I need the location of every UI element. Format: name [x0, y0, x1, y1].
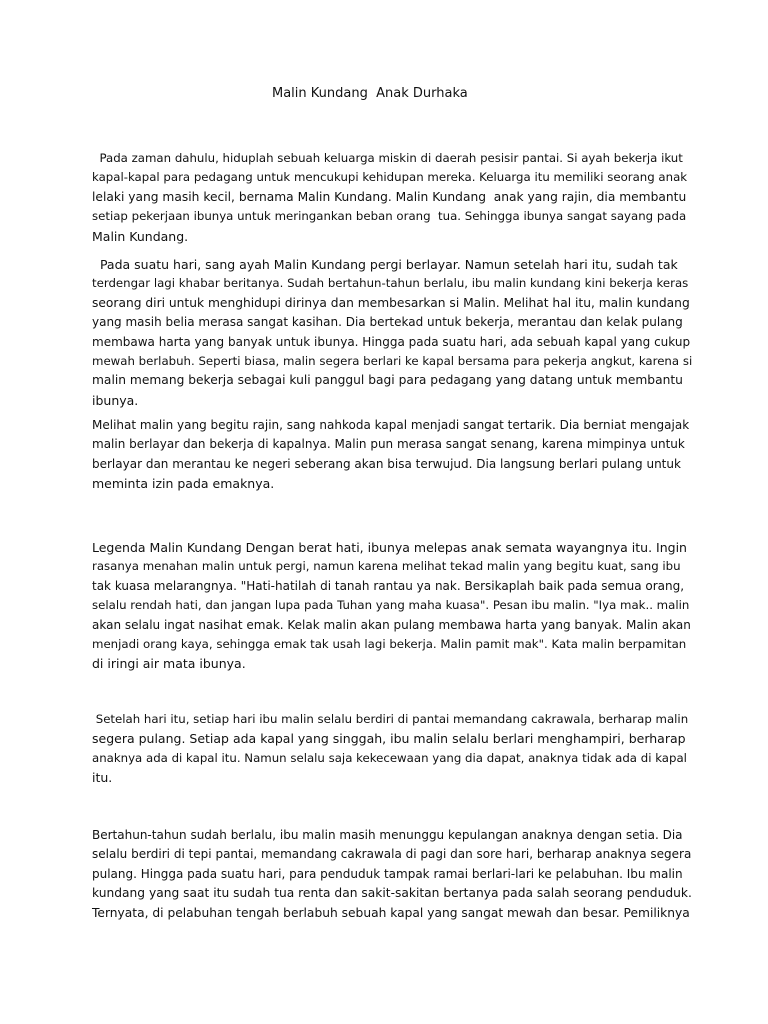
text-line: Melihat malin yang begitu rajin, sang nahkoda kapal menjadi sangat tertarik. Dia berniat mengajak: [92, 418, 690, 432]
text-line: akan selalu ingat nasihat emak. Kelak malin akan pulang membawa harta yang banyak. Malin akan: [92, 617, 691, 632]
text-line: di iringi air mata ibunya.: [92, 656, 246, 672]
text-line: segera pulang. Setiap ada kapal yang singgah, ibu malin selalu berlari menghampiri, berharap: [92, 731, 686, 747]
text-line: pulang. Hingga pada suatu hari, para penduduk tampak ramai berlari-lari ke pelabuhan. Ibu malin: [92, 866, 683, 881]
text-line: menjadi orang kaya, sehingga emak tak usah lagi bekerja. Malin pamit mak". Kata malin berpamitan: [92, 636, 687, 651]
text-line: terdengar lagi khabar beritanya. Sudah bertahun-tahun berlalu, ibu malin kundang kini bekerja keras: [92, 276, 689, 291]
text-line: yang masih belia merasa sangat kasihan. Dia bertekad untuk bekerja, merantau dan kelak pulang: [92, 315, 683, 330]
text-line: Legenda Malin Kundang Dengan berat hati, ibunya melepas anak semata wayangnya itu. Ingin: [92, 540, 687, 555]
text-line: berlayar dan merantau ke negeri seberang akan bisa terwujud. Dia langsung berlari pulang untuk: [92, 456, 681, 471]
text-line: mewah berlabuh. Seperti biasa, malin segera berlari ke kapal bersama para pekerja angkut, karena si: [92, 353, 693, 368]
text-line: Bertahun-tahun sudah berlalu, ibu malin masih menunggu kepulangan anaknya dengan setia. Dia: [92, 828, 683, 842]
text-line: seorang diri untuk menghidupi dirinya dan membesarkan si Malin. Melihat hal itu, malin kundang: [92, 295, 690, 310]
paragraph-3: [92, 416, 692, 494]
text-line: setiap pekerjaan ibunya untuk meringankan beban orang tua. Sehingga ibunya sangat sayang pada: [92, 209, 687, 224]
text-line: selalu rendah hati, dan jangan lupa pada Tuhan yang maha kuasa". Pesan ibu malin. "Iya mak.. malin: [92, 598, 690, 613]
text-line: membawa harta yang banyak untuk ibunya. Hingga pada suatu hari, ada sebuah kapal yang cukup: [92, 334, 691, 349]
text-line: Setelah hari itu, setiap hari ibu malin selalu berdiri di pantai memandang cakrawala, berharap malin: [92, 712, 689, 726]
text-line: tak kuasa melarangnya. "Hati-hatilah di tanah rantau ya nak. Bersikaplah baik pada semua orang,: [92, 578, 685, 593]
text-line: lelaki yang masih kecil, bernama Malin Kundang. Malin Kundang anak yang rajin, dia membantu: [92, 189, 687, 204]
paragraph-6: [92, 826, 692, 923]
text-line: anaknya ada di kapal itu. Namun selalu saja kekecewaan yang dia dapat, anaknya tidak ada di kapal: [92, 750, 687, 765]
paragraph-4: [92, 538, 692, 674]
text-line: Pada zaman dahulu, hiduplah sebuah keluarga miskin di daerah pesisir pantai. Si ayah bekerja ikut: [92, 151, 683, 165]
text-line: Pada suatu hari, sang ayah Malin Kundang pergi berlayar. Namun setelah hari itu, sudah tak: [92, 257, 678, 272]
text-line: meminta izin pada emaknya.: [92, 476, 275, 492]
document-title: Malin Kundang Anak Durhaka: [272, 86, 468, 101]
paragraph-2: [92, 255, 692, 410]
text-line: kundang yang saat itu sudah tua renta dan sakit-sakitan bertanya pada salah seorang penduduk.: [92, 886, 692, 901]
text-line: itu.: [92, 770, 113, 786]
text-line: selalu berdiri di tepi pantai, memandang cakrawala di pagi dan sore hari, berharap anaknya segera: [92, 847, 692, 862]
text-line: malin memang bekerja sebagai kuli panggul bagi para pedagang yang datang untuk membantu: [92, 373, 683, 388]
text-line: Ternyata, di pelabuhan tengah berlabuh sebuah kapal yang sangat mewah dan besar. Pemiliknya: [92, 905, 690, 920]
paragraph-1: [92, 149, 692, 246]
text-line: ibunya.: [92, 392, 139, 408]
text-line: kapal-kapal para pedagang untuk mencukupi kehidupan mereka. Keluarga itu memiliki seorang anak: [92, 170, 688, 185]
text-line: Malin Kundang.: [92, 228, 189, 244]
text-line: malin berlayar dan bekerja di kapalnya. Malin pun merasa sangat senang, karena mimpinya untuk: [92, 437, 685, 452]
paragraph-5: [92, 710, 692, 788]
text-line: rasanya menahan malin untuk pergi, namun karena melihat tekad malin yang begitu kuat, sang ibu: [92, 559, 681, 574]
